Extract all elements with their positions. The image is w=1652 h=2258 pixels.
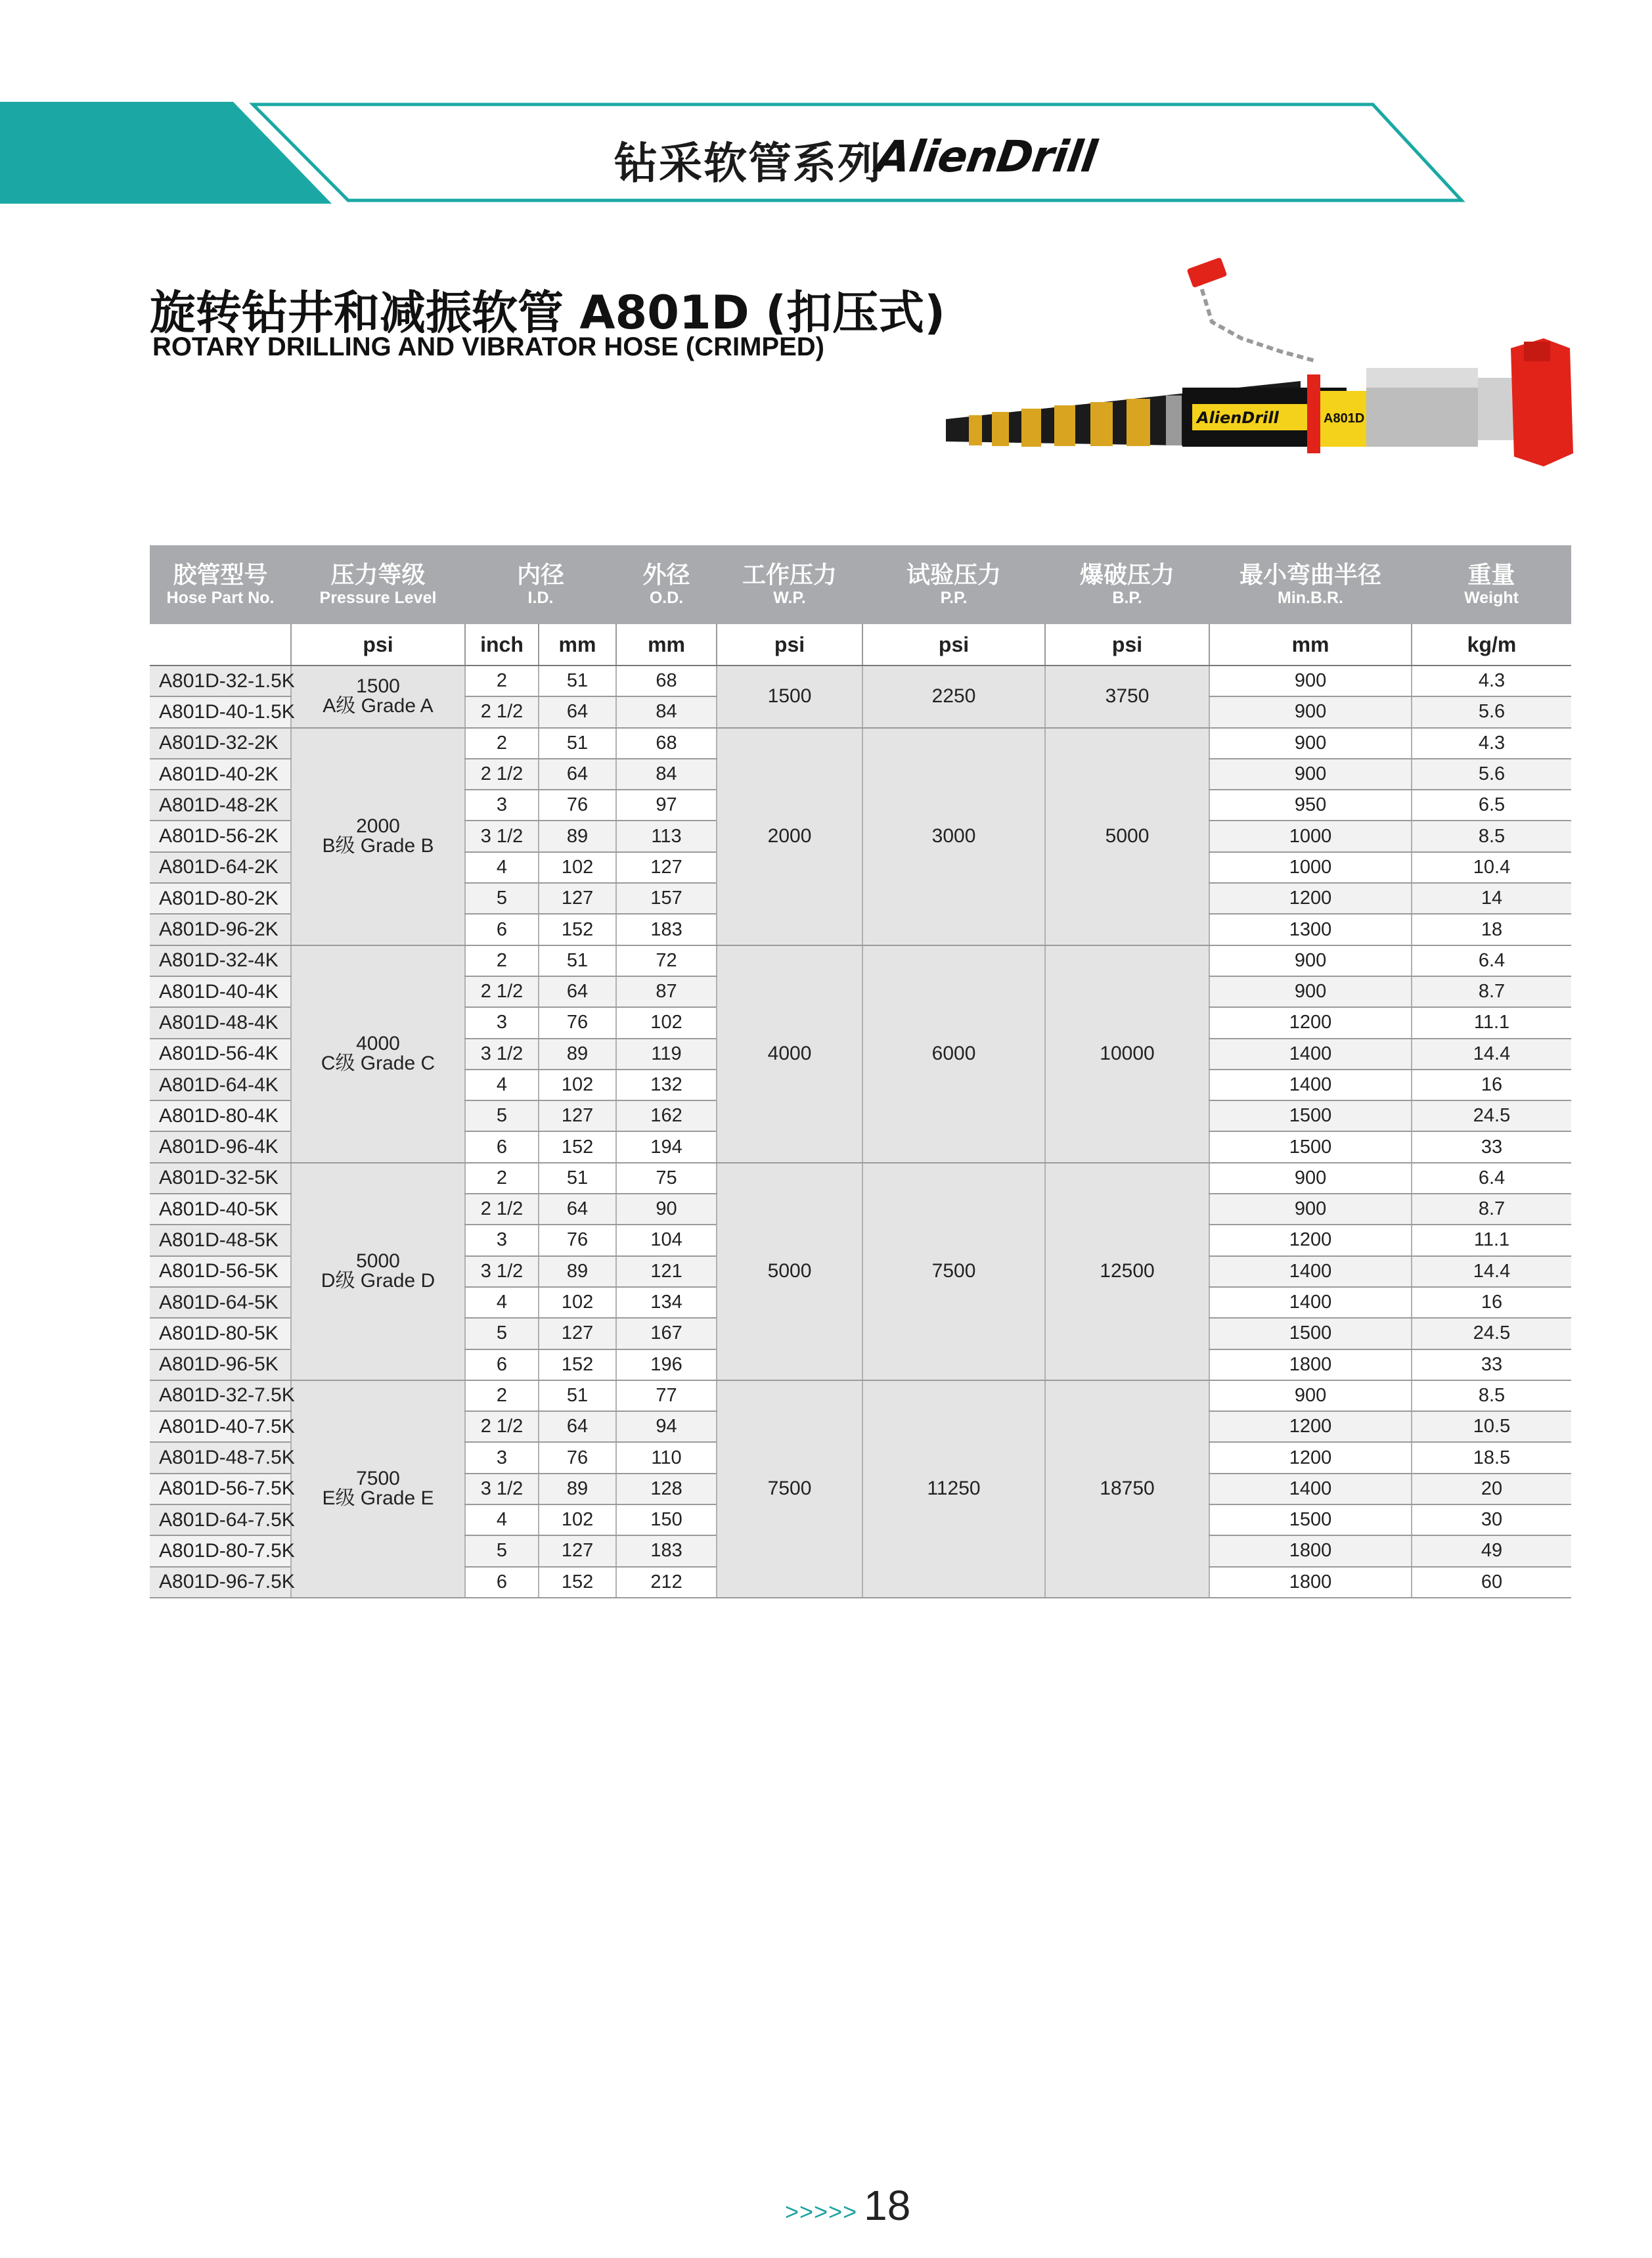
part-number-cell: A801D-64-4K (150, 1070, 291, 1100)
pressure-level-cell (291, 1380, 465, 1598)
id-inch-cell: 3 (465, 790, 539, 821)
pressure-level-cell (291, 728, 465, 945)
min-bend-radius-cell: 1400 (1209, 1039, 1412, 1070)
weight-cell: 10.4 (1412, 852, 1571, 883)
weight-cell: 16 (1412, 1287, 1571, 1318)
od-mm-cell: 68 (616, 666, 717, 696)
table-row (150, 666, 1571, 696)
od-mm-cell: 72 (616, 945, 717, 976)
id-mm-cell: 51 (539, 945, 616, 976)
col-wp: 工作压力 W.P. (717, 545, 862, 624)
min-bend-radius-cell: 1800 (1209, 1535, 1412, 1566)
id-inch-cell: 2 (465, 945, 539, 976)
min-bend-radius-cell: 1000 (1209, 852, 1412, 883)
weight-cell: 14.4 (1412, 1039, 1571, 1070)
unit-cell: psi (862, 624, 1045, 666)
product-title-en: ROTARY DRILLING AND VIBRATOR HOSE (CRIMPED) (152, 332, 824, 361)
part-number-cell: A801D-64-2K (150, 852, 291, 883)
col-part-no: 胶管型号 Hose Part No. (150, 545, 291, 624)
od-mm-cell: 87 (616, 976, 717, 1007)
part-number-cell: A801D-64-7.5K (150, 1504, 291, 1535)
id-inch-cell: 3 1/2 (465, 821, 539, 851)
part-number-cell: A801D-80-7.5K (150, 1535, 291, 1566)
min-bend-radius-cell: 1800 (1209, 1349, 1412, 1380)
part-number-cell: A801D-56-5K (150, 1256, 291, 1287)
od-mm-cell: 127 (616, 852, 717, 883)
grade-label: E级 Grade E (322, 1487, 434, 1510)
od-mm-cell: 110 (616, 1442, 717, 1473)
id-mm-cell: 102 (539, 1070, 616, 1100)
od-mm-cell: 162 (616, 1100, 717, 1131)
pressure-level-value: 5000 (356, 1250, 400, 1273)
min-bend-radius-cell: 900 (1209, 1380, 1412, 1411)
min-bend-radius-cell: 1500 (1209, 1504, 1412, 1535)
unit-cell: psi (1045, 624, 1209, 666)
id-mm-cell: 76 (539, 1007, 616, 1038)
series-title: 钻采软管系列 (614, 138, 882, 189)
od-mm-cell: 68 (616, 728, 717, 759)
weight-cell: 30 (1412, 1504, 1571, 1535)
pressure-level-value: 4000 (356, 1033, 400, 1055)
min-bend-radius-cell: 1400 (1209, 1287, 1412, 1318)
part-number-cell: A801D-80-5K (150, 1318, 291, 1349)
od-mm-cell: 102 (616, 1007, 717, 1038)
id-inch-cell: 2 (465, 1380, 539, 1411)
min-bend-radius-cell: 1300 (1209, 914, 1412, 945)
id-inch-cell: 2 1/2 (465, 696, 539, 727)
od-mm-cell: 183 (616, 1535, 717, 1566)
id-mm-cell: 152 (539, 1131, 616, 1162)
pressure-level-value: 1500 (356, 675, 400, 698)
part-number-cell: A801D-48-4K (150, 1007, 291, 1038)
part-number-cell: A801D-96-7.5K (150, 1567, 291, 1598)
id-mm-cell: 89 (539, 821, 616, 851)
id-mm-cell: 102 (539, 1287, 616, 1318)
weight-cell: 4.3 (1412, 728, 1571, 759)
id-mm-cell: 51 (539, 1380, 616, 1411)
unit-cell: mm (1209, 624, 1412, 666)
id-mm-cell: 64 (539, 976, 616, 1007)
od-mm-cell: 97 (616, 790, 717, 821)
min-bend-radius-cell: 900 (1209, 666, 1412, 696)
id-mm-cell: 64 (539, 759, 616, 790)
working-pressure-cell: 2000 (717, 728, 862, 945)
od-mm-cell: 77 (616, 1380, 717, 1411)
part-number-cell: A801D-96-2K (150, 914, 291, 945)
min-bend-radius-cell: 1500 (1209, 1131, 1412, 1162)
id-inch-cell: 4 (465, 1504, 539, 1535)
weight-cell: 8.5 (1412, 1380, 1571, 1411)
min-bend-radius-cell: 900 (1209, 976, 1412, 1007)
id-mm-cell: 127 (539, 1100, 616, 1131)
part-number-cell: A801D-96-5K (150, 1349, 291, 1380)
od-mm-cell: 196 (616, 1349, 717, 1380)
od-mm-cell: 150 (616, 1504, 717, 1535)
weight-cell: 18.5 (1412, 1442, 1571, 1473)
od-mm-cell: 194 (616, 1131, 717, 1162)
col-pressure-level: 压力等级 Pressure Level (291, 545, 465, 624)
id-mm-cell: 127 (539, 883, 616, 914)
id-mm-cell: 89 (539, 1039, 616, 1070)
id-mm-cell: 152 (539, 1567, 616, 1598)
weight-cell: 24.5 (1412, 1318, 1571, 1349)
id-inch-cell: 4 (465, 1287, 539, 1318)
part-number-cell: A801D-80-2K (150, 883, 291, 914)
id-mm-cell: 76 (539, 790, 616, 821)
col-weight: 重量 Weight (1412, 545, 1571, 624)
id-mm-cell: 64 (539, 1194, 616, 1225)
weight-cell: 4.3 (1412, 666, 1571, 696)
part-number-cell: A801D-32-2K (150, 728, 291, 759)
col-bp: 爆破压力 B.P. (1045, 545, 1209, 624)
id-inch-cell: 3 (465, 1442, 539, 1473)
pressure-level-cell (291, 1163, 465, 1380)
part-number-cell: A801D-48-7.5K (150, 1442, 291, 1473)
part-number-cell: A801D-64-5K (150, 1287, 291, 1318)
id-mm-cell: 102 (539, 1504, 616, 1535)
weight-cell: 5.6 (1412, 696, 1571, 727)
id-mm-cell: 102 (539, 852, 616, 883)
od-mm-cell: 134 (616, 1287, 717, 1318)
part-number-cell: A801D-56-2K (150, 821, 291, 851)
footer-arrows: >>>>> (785, 2198, 858, 2225)
min-bend-radius-cell: 1500 (1209, 1318, 1412, 1349)
weight-cell: 60 (1412, 1567, 1571, 1598)
proof-pressure-cell: 2250 (862, 666, 1045, 728)
id-inch-cell: 3 1/2 (465, 1474, 539, 1504)
id-mm-cell: 76 (539, 1442, 616, 1473)
header-row-titles (150, 545, 1571, 624)
od-mm-cell: 132 (616, 1070, 717, 1100)
part-number-cell: A801D-32-7.5K (150, 1380, 291, 1411)
burst-pressure-cell: 3750 (1045, 666, 1209, 728)
id-inch-cell: 3 (465, 1225, 539, 1255)
weight-cell: 14 (1412, 883, 1571, 914)
min-bend-radius-cell: 900 (1209, 728, 1412, 759)
weight-cell: 11.1 (1412, 1007, 1571, 1038)
unit-cell (150, 624, 291, 666)
grade-label: D级 Grade D (321, 1270, 435, 1292)
od-mm-cell: 84 (616, 759, 717, 790)
weight-cell: 33 (1412, 1349, 1571, 1380)
working-pressure-cell: 4000 (717, 945, 862, 1163)
unit-cell: kg/m (1412, 624, 1571, 666)
od-mm-cell: 104 (616, 1225, 717, 1255)
min-bend-radius-cell: 900 (1209, 696, 1412, 727)
grade-label: C级 Grade C (321, 1052, 435, 1075)
min-bend-radius-cell: 900 (1209, 945, 1412, 976)
od-mm-cell: 119 (616, 1039, 717, 1070)
min-bend-radius-cell: 900 (1209, 759, 1412, 790)
hose-brand-label: AlienDrill (1197, 409, 1279, 427)
weight-cell: 6.4 (1412, 945, 1571, 976)
unit-cell: psi (717, 624, 862, 666)
id-mm-cell: 51 (539, 728, 616, 759)
part-number-cell: A801D-40-1.5K (150, 696, 291, 727)
proof-pressure-cell: 3000 (862, 728, 1045, 945)
weight-cell: 8.7 (1412, 1194, 1571, 1225)
product-title-cn: 旋转钻井和减振软管 A801D (扣压式) (150, 286, 946, 340)
od-mm-cell: 94 (616, 1411, 717, 1442)
pressure-level-cell (291, 945, 465, 1163)
weight-cell: 18 (1412, 914, 1571, 945)
id-inch-cell: 5 (465, 1535, 539, 1566)
spec-table (150, 545, 1571, 1598)
od-mm-cell: 90 (616, 1194, 717, 1225)
part-number-cell: A801D-96-4K (150, 1131, 291, 1162)
weight-cell: 33 (1412, 1131, 1571, 1162)
unit-cell: mm (539, 624, 616, 666)
unit-cell: inch (465, 624, 539, 666)
grade-label: A级 Grade A (323, 695, 434, 717)
min-bend-radius-cell: 1000 (1209, 821, 1412, 851)
id-inch-cell: 2 1/2 (465, 1194, 539, 1225)
hose-image (933, 250, 1590, 473)
col-pp: 试验压力 P.P. (862, 545, 1045, 624)
od-mm-cell: 75 (616, 1163, 717, 1194)
weight-cell: 20 (1412, 1474, 1571, 1504)
page-number: 18 (864, 2182, 911, 2229)
part-number-cell: A801D-40-4K (150, 976, 291, 1007)
id-mm-cell: 152 (539, 1349, 616, 1380)
working-pressure-cell: 1500 (717, 666, 862, 728)
id-mm-cell: 127 (539, 1318, 616, 1349)
weight-cell: 6.5 (1412, 790, 1571, 821)
id-inch-cell: 6 (465, 1567, 539, 1598)
weight-cell: 10.5 (1412, 1411, 1571, 1442)
id-mm-cell: 51 (539, 1163, 616, 1194)
id-inch-cell: 2 (465, 666, 539, 696)
table-body (150, 666, 1571, 1598)
id-inch-cell: 6 (465, 914, 539, 945)
burst-pressure-cell: 12500 (1045, 1163, 1209, 1380)
col-mbr: 最小弯曲半径 Min.B.R. (1209, 545, 1412, 624)
id-inch-cell: 5 (465, 1100, 539, 1131)
id-inch-cell: 6 (465, 1131, 539, 1162)
unit-cell: psi (291, 624, 465, 666)
min-bend-radius-cell: 1400 (1209, 1256, 1412, 1287)
grade-label: B级 Grade B (322, 835, 434, 857)
table-row (150, 1380, 1571, 1411)
id-inch-cell: 3 1/2 (465, 1039, 539, 1070)
unit-cell: mm (616, 624, 717, 666)
part-number-cell: A801D-80-4K (150, 1100, 291, 1131)
id-inch-cell: 5 (465, 1318, 539, 1349)
weight-cell: 6.4 (1412, 1163, 1571, 1194)
part-number-cell: A801D-40-7.5K (150, 1411, 291, 1442)
id-inch-cell: 3 (465, 1007, 539, 1038)
min-bend-radius-cell: 900 (1209, 1163, 1412, 1194)
part-number-cell: A801D-40-2K (150, 759, 291, 790)
part-number-cell: A801D-32-1.5K (150, 666, 291, 696)
min-bend-radius-cell: 1200 (1209, 1411, 1412, 1442)
col-id: 内径 I.D. (465, 545, 616, 624)
id-mm-cell: 76 (539, 1225, 616, 1255)
id-inch-cell: 5 (465, 883, 539, 914)
burst-pressure-cell: 18750 (1045, 1380, 1209, 1598)
part-number-cell: A801D-32-5K (150, 1163, 291, 1194)
proof-pressure-cell: 6000 (862, 945, 1045, 1163)
od-mm-cell: 183 (616, 914, 717, 945)
id-inch-cell: 2 1/2 (465, 759, 539, 790)
min-bend-radius-cell: 1200 (1209, 1225, 1412, 1255)
id-mm-cell: 64 (539, 1411, 616, 1442)
weight-cell: 16 (1412, 1070, 1571, 1100)
table-row (150, 728, 1571, 759)
part-number-cell: A801D-32-4K (150, 945, 291, 976)
burst-pressure-cell: 10000 (1045, 945, 1209, 1163)
id-mm-cell: 89 (539, 1256, 616, 1287)
pressure-level-value: 7500 (356, 1468, 400, 1490)
weight-cell: 8.5 (1412, 821, 1571, 851)
proof-pressure-cell: 7500 (862, 1163, 1045, 1380)
part-number-cell: A801D-48-5K (150, 1225, 291, 1255)
part-number-cell: A801D-56-4K (150, 1039, 291, 1070)
table-row (150, 945, 1571, 976)
id-mm-cell: 51 (539, 666, 616, 696)
id-inch-cell: 4 (465, 852, 539, 883)
proof-pressure-cell: 11250 (862, 1380, 1045, 1598)
od-mm-cell: 128 (616, 1474, 717, 1504)
page-footer (785, 2181, 910, 2230)
id-inch-cell: 6 (465, 1349, 539, 1380)
min-bend-radius-cell: 900 (1209, 1194, 1412, 1225)
od-mm-cell: 157 (616, 883, 717, 914)
id-inch-cell: 3 1/2 (465, 1256, 539, 1287)
id-mm-cell: 89 (539, 1474, 616, 1504)
od-mm-cell: 212 (616, 1567, 717, 1598)
hose-model-label: A801D (1324, 411, 1365, 426)
min-bend-radius-cell: 1400 (1209, 1070, 1412, 1100)
min-bend-radius-cell: 1200 (1209, 1442, 1412, 1473)
od-mm-cell: 84 (616, 696, 717, 727)
working-pressure-cell: 7500 (717, 1380, 862, 1598)
id-inch-cell: 4 (465, 1070, 539, 1100)
burst-pressure-cell: 5000 (1045, 728, 1209, 945)
id-inch-cell: 2 (465, 728, 539, 759)
od-mm-cell: 113 (616, 821, 717, 851)
min-bend-radius-cell: 950 (1209, 790, 1412, 821)
min-bend-radius-cell: 1800 (1209, 1567, 1412, 1598)
working-pressure-cell: 5000 (717, 1163, 862, 1380)
min-bend-radius-cell: 1200 (1209, 1007, 1412, 1038)
table-row (150, 1163, 1571, 1194)
pressure-level-value: 2000 (356, 815, 400, 838)
weight-cell: 11.1 (1412, 1225, 1571, 1255)
id-inch-cell: 2 1/2 (465, 976, 539, 1007)
part-number-cell: A801D-56-7.5K (150, 1474, 291, 1504)
min-bend-radius-cell: 1200 (1209, 883, 1412, 914)
weight-cell: 24.5 (1412, 1100, 1571, 1131)
id-inch-cell: 2 1/2 (465, 1411, 539, 1442)
part-number-cell: A801D-40-5K (150, 1194, 291, 1225)
id-mm-cell: 152 (539, 914, 616, 945)
weight-cell: 49 (1412, 1535, 1571, 1566)
part-number-cell: A801D-48-2K (150, 790, 291, 821)
weight-cell: 8.7 (1412, 976, 1571, 1007)
min-bend-radius-cell: 1400 (1209, 1474, 1412, 1504)
brand-logo: AlienDrill (873, 131, 1100, 182)
col-od: 外径 O.D. (616, 545, 717, 624)
header-row-units (150, 624, 1571, 666)
id-inch-cell: 2 (465, 1163, 539, 1194)
id-mm-cell: 64 (539, 696, 616, 727)
od-mm-cell: 167 (616, 1318, 717, 1349)
id-mm-cell: 127 (539, 1535, 616, 1566)
weight-cell: 14.4 (1412, 1256, 1571, 1287)
od-mm-cell: 121 (616, 1256, 717, 1287)
weight-cell: 5.6 (1412, 759, 1571, 790)
pressure-level-cell (291, 666, 465, 728)
min-bend-radius-cell: 1500 (1209, 1100, 1412, 1131)
